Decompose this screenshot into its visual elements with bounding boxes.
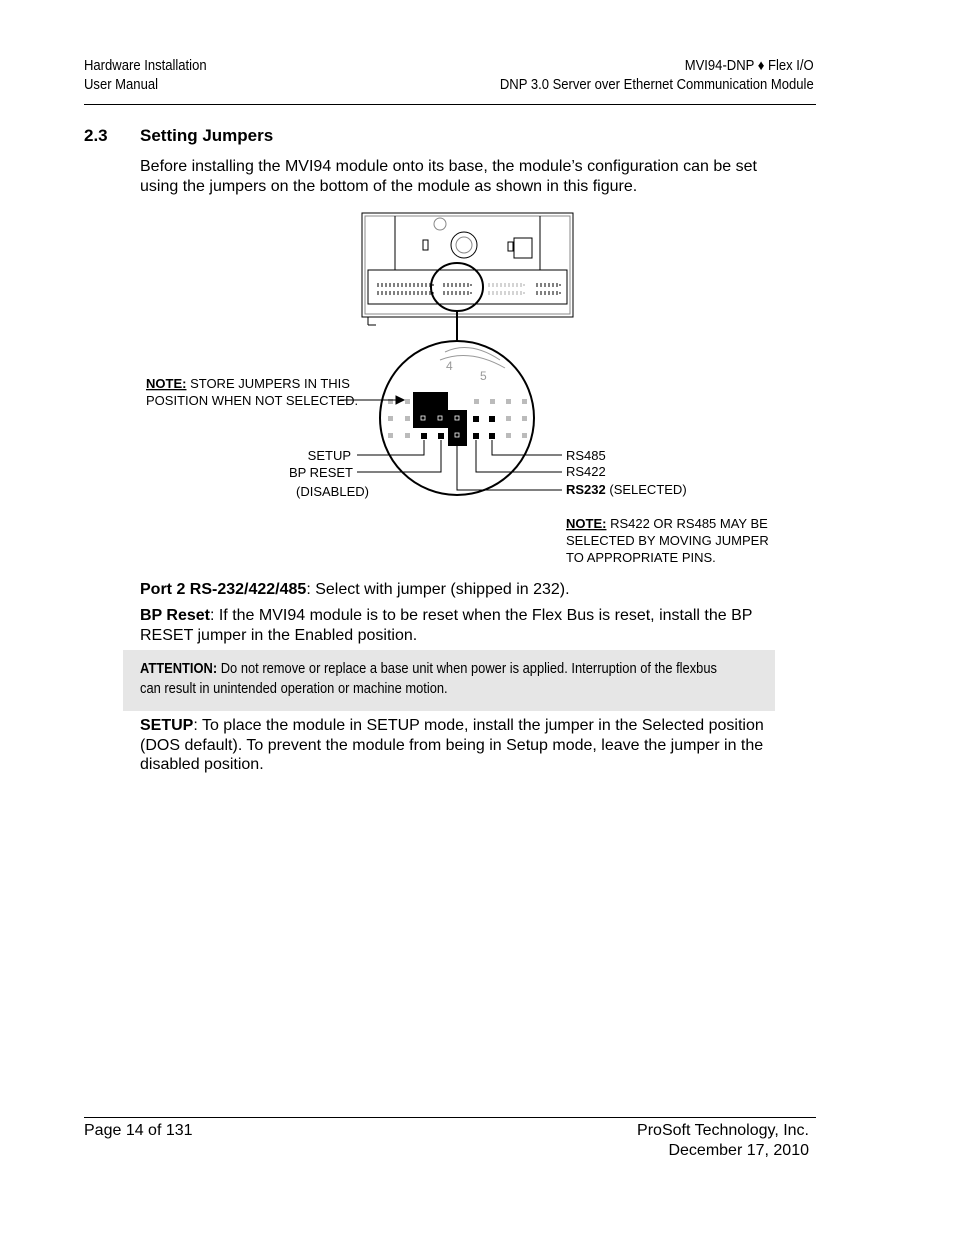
attention-text: Do not remove or replace a base unit when power is applied. Interruption of the flexbus can result in unintended operation or machine motion. <box>140 660 717 697</box>
label-rs422: RS422 <box>566 464 606 479</box>
section-heading <box>84 126 273 146</box>
header-product: MVI94-DNP ♦ Flex I/O <box>685 58 814 74</box>
note1-text: STORE JUMPERS IN THIS <box>186 376 350 391</box>
attention-box <box>123 650 775 711</box>
footer-company: ProSoft Technology, Inc. <box>637 1122 809 1139</box>
jumper-figure <box>0 200 954 580</box>
footer-rule <box>84 1117 816 1118</box>
port2-text: : Select with jumper (shipped in 232). <box>306 581 570 598</box>
label-rs485: RS485 <box>566 448 606 463</box>
bp-reset-text: : If the MVI94 module is to be reset when the Flex Bus is reset, install the BP RESET jumper in the Enabled position. <box>140 607 753 644</box>
header-manual-type: User Manual <box>84 77 158 93</box>
note1-bold: NOTE: <box>146 376 187 391</box>
label-rs232: RS232 <box>566 482 606 497</box>
port2-label: Port 2 RS-232/422/485 <box>140 581 307 598</box>
note2-bold: NOTE: <box>566 516 607 531</box>
note1-line1 <box>146 376 350 391</box>
setup-paragraph <box>140 716 780 775</box>
label-rs232-line <box>566 482 687 497</box>
attention-label: ATTENTION: <box>140 660 218 677</box>
bp-reset-label: BP Reset <box>140 607 210 624</box>
attention-text-block <box>140 659 733 699</box>
label-selected: (SELECTED) <box>605 482 687 497</box>
header-right <box>500 57 814 95</box>
footer-date: December 17, 2010 <box>668 1141 809 1159</box>
footer-page-number: Page 14 of 131 <box>84 1122 193 1139</box>
bp-reset-paragraph <box>140 606 780 645</box>
header-product-desc: DNP 3.0 Server over Ethernet Communication Module <box>500 77 814 93</box>
label-setup: SETUP <box>307 448 351 463</box>
note1-line2: POSITION WHEN NOT SELECTED. <box>146 393 359 408</box>
note2-text: RS422 OR RS485 MAY BE <box>606 516 768 531</box>
setup-label: SETUP <box>140 717 194 734</box>
section-title: Setting Jumpers <box>140 126 274 145</box>
label-bp-reset: BP RESET <box>288 465 353 480</box>
label-disabled: (DISABLED) <box>296 484 369 499</box>
svg-text:5: 5 <box>480 369 487 383</box>
header-rule <box>84 104 816 105</box>
port2-paragraph <box>140 580 780 600</box>
intro-paragraph: Before installing the MVI94 module onto its base, the module’s configuration can be set using the jumpers on the bottom of the module as shown in this figure. <box>140 158 757 195</box>
note2-line1 <box>566 516 768 531</box>
zoom-detail <box>440 348 505 384</box>
setup-text: : To place the module in SETUP mode, install the jumper in the Selected position (DOS default). To prevent the module from being in Setup mode, leave the jumper in the disabled position. <box>140 717 764 773</box>
note2-line3: TO APPROPRIATE PINS. <box>566 550 716 565</box>
section-number: 2.3 <box>84 126 108 145</box>
note2-line2: SELECTED BY MOVING JUMPER <box>566 533 769 548</box>
header-chapter: Hardware Installation <box>84 58 207 74</box>
connector-pins <box>377 284 560 294</box>
svg-text:4: 4 <box>446 359 453 373</box>
header-left <box>84 57 207 95</box>
footer-right <box>637 1121 809 1160</box>
